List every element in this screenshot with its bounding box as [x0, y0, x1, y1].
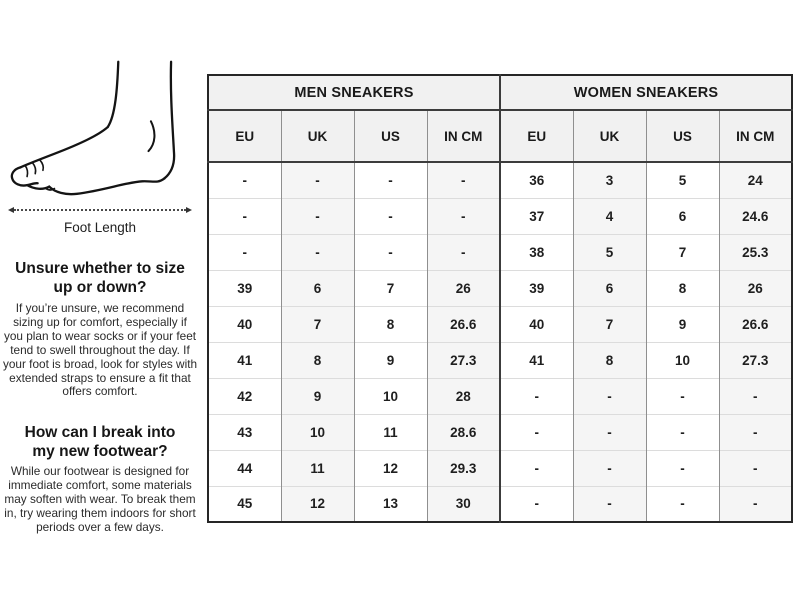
arrow-right-icon [186, 207, 192, 213]
cell-men-eu: 39 [208, 270, 281, 306]
col-header-men-us: US [354, 110, 427, 162]
cell-men-uk: 6 [281, 270, 354, 306]
foot-length-measure-line [8, 207, 192, 213]
col-header-men-uk: UK [281, 110, 354, 162]
cell-men-eu: - [208, 198, 281, 234]
cell-men-us: - [354, 162, 427, 198]
cell-men-in-cm: 30 [427, 486, 500, 522]
sizing-question-body: If you’re unsure, we recommend sizing up for comfort, especially if you plan to wear socks or if your feet tend to swell throughout the day. If your foot is broad, look for styles with extended straps to ensure a fit that offers comfort. [2, 301, 198, 399]
cell-women-uk: 6 [573, 270, 646, 306]
cell-women-eu: 37 [500, 198, 573, 234]
cell-men-in-cm: - [427, 162, 500, 198]
cell-women-eu: - [500, 450, 573, 486]
col-header-women-us: US [646, 110, 719, 162]
cell-women-uk: - [573, 450, 646, 486]
cell-men-in-cm: - [427, 198, 500, 234]
men-sneakers-header: MEN SNEAKERS [208, 75, 500, 110]
cell-women-eu: - [500, 414, 573, 450]
cell-women-in-cm: 24 [719, 162, 792, 198]
cell-women-in-cm: 26 [719, 270, 792, 306]
cell-men-in-cm: 28 [427, 378, 500, 414]
cell-women-uk: - [573, 486, 646, 522]
break-in-question-heading: How can I break into my new footwear? [24, 424, 176, 460]
cell-men-us: 11 [354, 414, 427, 450]
table-row [208, 342, 792, 378]
cell-women-us: 10 [646, 342, 719, 378]
cell-women-us: 5 [646, 162, 719, 198]
size-table-body [208, 162, 792, 522]
table-row [208, 486, 792, 522]
cell-women-in-cm: 27.3 [719, 342, 792, 378]
cell-men-us: - [354, 198, 427, 234]
cell-women-uk: - [573, 414, 646, 450]
cell-women-eu: 40 [500, 306, 573, 342]
col-header-men-in-cm: IN CM [427, 110, 500, 162]
cell-women-us: 8 [646, 270, 719, 306]
cell-men-in-cm: 26.6 [427, 306, 500, 342]
cell-women-uk: 7 [573, 306, 646, 342]
size-chart-table [207, 74, 793, 523]
cell-men-eu: 42 [208, 378, 281, 414]
dotted-line [14, 209, 186, 211]
cell-women-eu: - [500, 486, 573, 522]
cell-women-in-cm: 26.6 [719, 306, 792, 342]
table-row [208, 414, 792, 450]
cell-women-us: - [646, 378, 719, 414]
cell-men-eu: 41 [208, 342, 281, 378]
cell-women-us: 7 [646, 234, 719, 270]
cell-men-uk: - [281, 198, 354, 234]
table-row [208, 162, 792, 198]
cell-women-uk: 5 [573, 234, 646, 270]
cell-men-uk: 10 [281, 414, 354, 450]
column-header-row [208, 110, 792, 162]
cell-women-eu: 39 [500, 270, 573, 306]
group-header-row [208, 75, 792, 110]
cell-men-uk: 12 [281, 486, 354, 522]
cell-men-us: 12 [354, 450, 427, 486]
sizing-question-heading: Unsure whether to size up or down? [15, 260, 185, 296]
cell-men-eu: - [208, 234, 281, 270]
table-row [208, 306, 792, 342]
col-header-women-uk: UK [573, 110, 646, 162]
table-row [208, 198, 792, 234]
table-row [208, 270, 792, 306]
cell-women-in-cm: 25.3 [719, 234, 792, 270]
break-in-question-body: While our footwear is designed for immediate comfort, some materials may soften with wear. To break them in, try wearing them indoors for short periods over a few days. [4, 464, 196, 534]
cell-men-uk: 11 [281, 450, 354, 486]
cell-women-in-cm: 24.6 [719, 198, 792, 234]
cell-women-eu: 38 [500, 234, 573, 270]
cell-men-in-cm: 26 [427, 270, 500, 306]
cell-women-eu: 36 [500, 162, 573, 198]
cell-men-eu: 40 [208, 306, 281, 342]
women-sneakers-header: WOMEN SNEAKERS [500, 75, 792, 110]
col-header-men-eu: EU [208, 110, 281, 162]
cell-men-eu: 43 [208, 414, 281, 450]
cell-men-uk: 8 [281, 342, 354, 378]
cell-men-us: 9 [354, 342, 427, 378]
cell-men-us: - [354, 234, 427, 270]
col-header-women-in-cm: IN CM [719, 110, 792, 162]
table-row [208, 450, 792, 486]
cell-women-us: - [646, 450, 719, 486]
cell-men-us: 8 [354, 306, 427, 342]
cell-men-eu: 44 [208, 450, 281, 486]
cell-women-uk: 3 [573, 162, 646, 198]
cell-women-in-cm: - [719, 378, 792, 414]
foot-length-label: Foot Length [63, 220, 137, 235]
cell-men-in-cm: 28.6 [427, 414, 500, 450]
cell-men-us: 13 [354, 486, 427, 522]
cell-men-eu: - [208, 162, 281, 198]
cell-women-eu: - [500, 378, 573, 414]
cell-women-us: 9 [646, 306, 719, 342]
table-row [208, 234, 792, 270]
cell-men-uk: 7 [281, 306, 354, 342]
table-row [208, 378, 792, 414]
cell-men-uk: - [281, 234, 354, 270]
cell-men-uk: 9 [281, 378, 354, 414]
cell-women-us: - [646, 486, 719, 522]
foot-illustration [5, 53, 197, 205]
cell-women-uk: 4 [573, 198, 646, 234]
cell-women-uk: 8 [573, 342, 646, 378]
cell-women-us: - [646, 414, 719, 450]
cell-men-us: 7 [354, 270, 427, 306]
cell-women-in-cm: - [719, 450, 792, 486]
cell-men-eu: 45 [208, 486, 281, 522]
cell-men-uk: - [281, 162, 354, 198]
cell-men-in-cm: 27.3 [427, 342, 500, 378]
cell-men-us: 10 [354, 378, 427, 414]
cell-women-eu: 41 [500, 342, 573, 378]
cell-women-in-cm: - [719, 414, 792, 450]
cell-women-us: 6 [646, 198, 719, 234]
cell-men-in-cm: 29.3 [427, 450, 500, 486]
cell-women-uk: - [573, 378, 646, 414]
cell-women-in-cm: - [719, 486, 792, 522]
cell-men-in-cm: - [427, 234, 500, 270]
col-header-women-eu: EU [500, 110, 573, 162]
